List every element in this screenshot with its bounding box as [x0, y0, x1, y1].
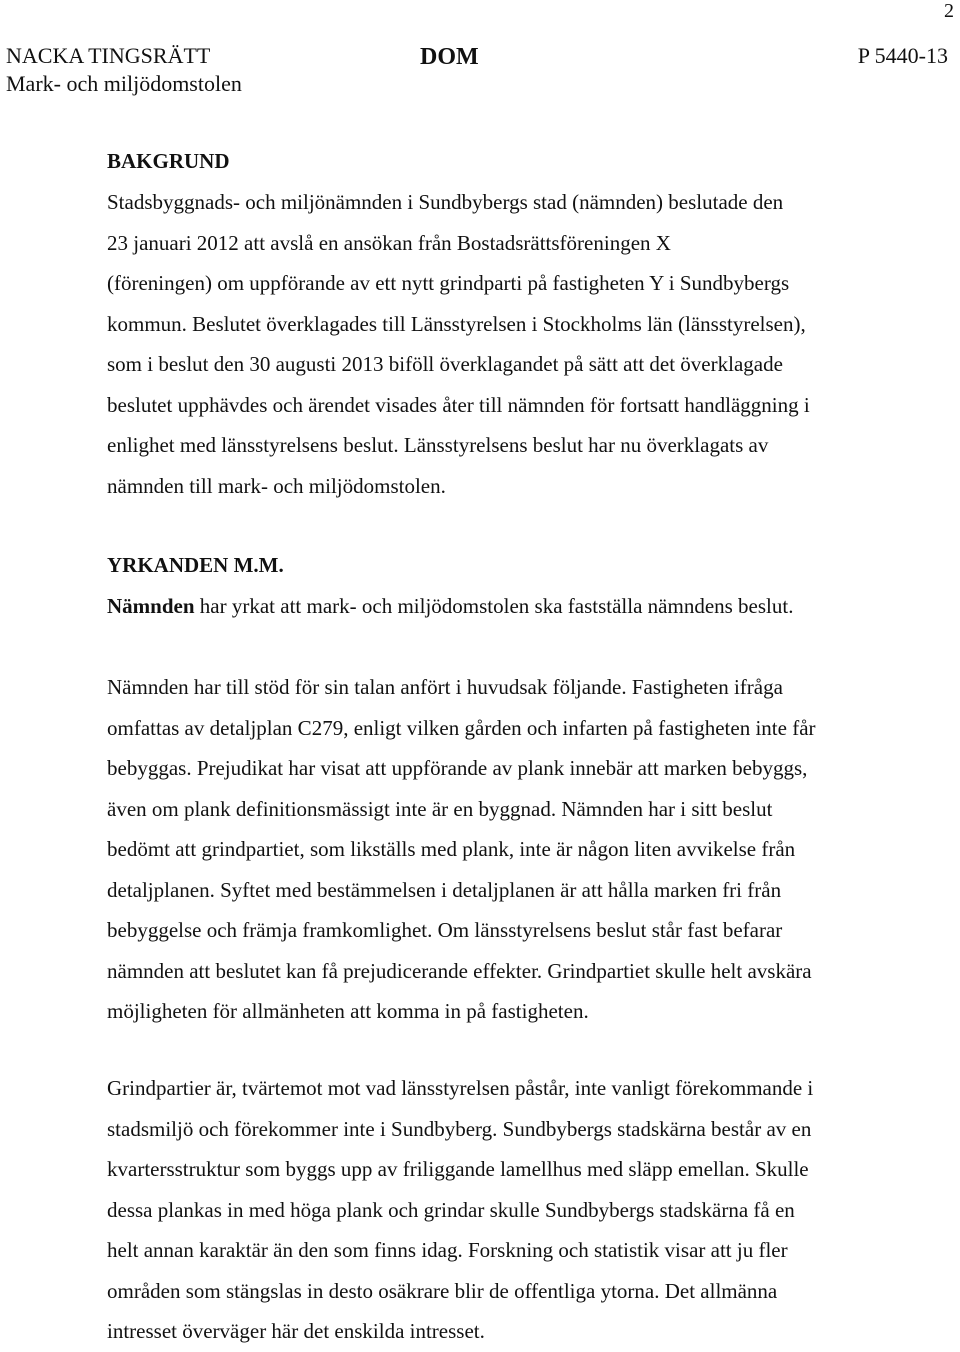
urban-environment-paragraph: [107, 1068, 907, 1352]
text-line: [107, 586, 907, 627]
text-line: Grindpartier är, tvärtemot mot vad länsstyrelsen påstår, inte vanligt förekommande i: [107, 1076, 814, 1100]
text-line: även om plank definitionsmässigt inte är en byggnad. Nämnden har i sitt beslut: [107, 796, 773, 821]
text-line: enlighet med länsstyrelsens beslut. Länsstyrelsens beslut har nu överklagats av: [107, 433, 769, 457]
bakgrund-paragraph: [107, 182, 907, 506]
text-line: bebyggas. Prejudikat har visat att uppförande av plank innebär att marken bebyggs,: [107, 756, 808, 780]
text-line: beslutet upphävdes och ärendet visades åter till nämnden för fortsatt handläggning i: [107, 392, 810, 417]
document-type: DOM: [420, 44, 479, 70]
text-line: dessa plankas in med höga plank och grindar skulle Sundbybergs stadskärna få en: [107, 1197, 795, 1222]
party-name: Nämnden: [107, 594, 195, 618]
yrkanden-paragraph: [107, 586, 907, 627]
section-heading-yrkanden: YRKANDEN M.M.: [107, 553, 284, 577]
text-line: 23 januari 2012 att avslå en ansökan från Bostadsrättsföreningen X: [107, 230, 671, 255]
court-name: NACKA TINGSRÄTT: [6, 43, 211, 68]
text-line: Nämnden har till stöd för sin talan anfört i huvudsak följande. Fastigheten ifråga: [107, 675, 783, 699]
text-line: omfattas av detaljplan C279, enligt vilken gården och infarten på fastigheten inte får: [107, 715, 816, 740]
text-line: som i beslut den 30 augusti 2013 biföll överklagandet på sätt att det överklagade: [107, 352, 783, 376]
text-line: intresset överväger här det enskilda intresset.: [107, 1319, 485, 1343]
document-header-left: [6, 42, 242, 98]
text-line: nämnden att beslutet kan få prejudicerande effekter. Grindpartiet skulle helt avskära: [107, 958, 812, 983]
text-line: detaljplanen. Syftet med bestämmelsen i detaljplanen är att hålla marken fri från: [107, 877, 782, 902]
text-line: stadsmiljö och förekommer inte i Sundbyberg. Sundbybergs stadskärna består av en: [107, 1116, 812, 1141]
text-line: kommun. Beslutet överklagades till Länsstyrelsen i Stockholms län (länsstyrelsen),: [107, 311, 806, 336]
text-line: (föreningen) om uppförande av ett nytt grindparti på fastigheten Y i Sundbybergs: [107, 271, 790, 295]
text-line: möjligheten för allmänheten att komma in på fastigheten.: [107, 999, 589, 1023]
page-number: 2: [944, 0, 954, 22]
court-division: Mark- och miljödomstolen: [6, 71, 242, 96]
text-line: helt annan karaktär än den som finns idag. Forskning och statistik visar att ju fler: [107, 1238, 788, 1262]
text-line: nämnden till mark- och miljödomstolen.: [107, 473, 446, 498]
case-number: P 5440-13: [857, 43, 948, 68]
text-line: områden som stängslas in desto osäkrare blir de offentliga ytorna. Det allmänna: [107, 1278, 778, 1303]
claim-text: har yrkat att mark- och miljödomstolen ska fastställa nämndens beslut.: [194, 594, 794, 618]
text-line: bedömt att grindpartiet, som likställs med plank, inte är någon liten avvikelse från: [107, 837, 796, 861]
text-line: bebyggelse och främja framkomlighet. Om länsstyrelsens beslut står fast befarar: [107, 918, 783, 942]
text-line: Stadsbyggnads- och miljönämnden i Sundbybergs stad (nämnden) beslutade den: [107, 190, 784, 214]
section-heading-bakgrund: BAKGRUND: [107, 149, 230, 173]
grounds-paragraph: [107, 667, 907, 1032]
text-line: kvartersstruktur som byggs upp av friliggande lamellhus med släpp emellan. Skulle: [107, 1157, 809, 1181]
